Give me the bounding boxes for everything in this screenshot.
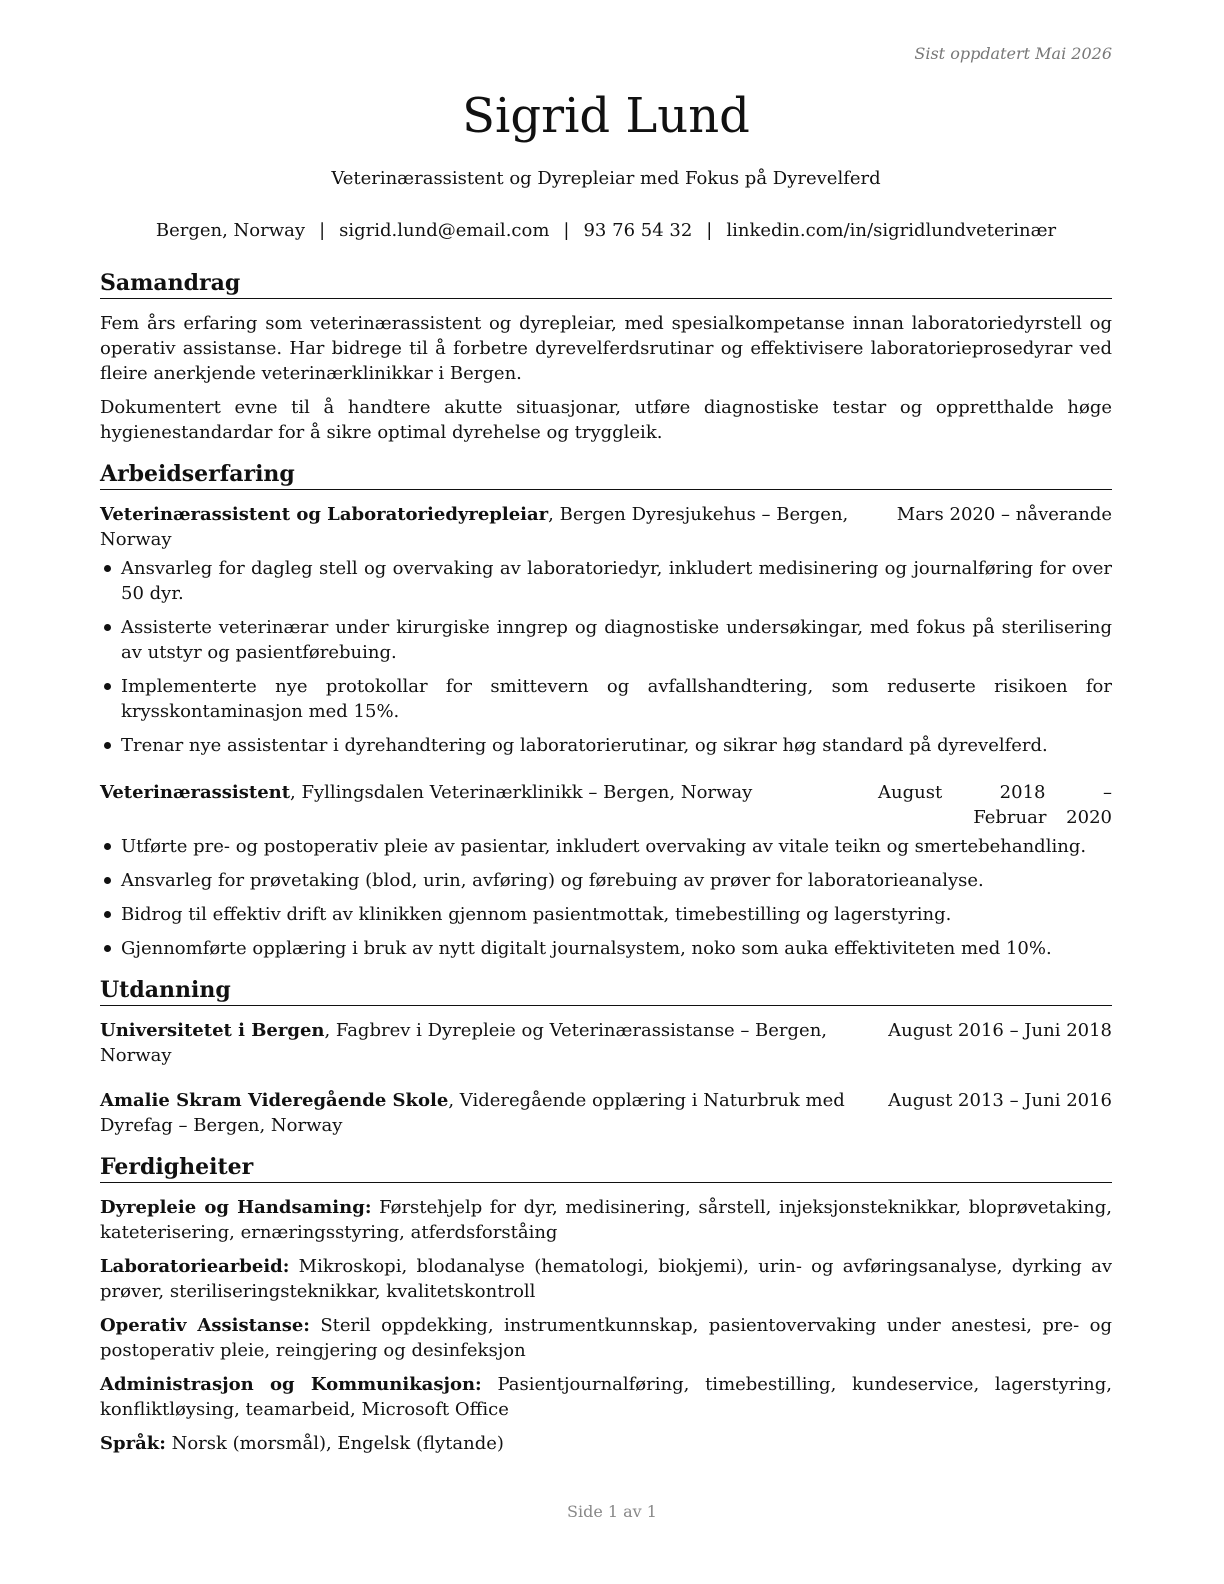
page-number: Side 1 av 1 — [567, 1502, 657, 1521]
education-entry — [100, 1018, 1112, 1068]
job-bullets — [100, 834, 1112, 961]
job-employer: , Fyllingsdalen Veterinærklinikk – Bergen, Norway — [290, 782, 753, 803]
section-title-education: Utdanning — [100, 975, 1112, 1006]
skill-text: Pasientjournalføring, timebestilling, kundeservice, lagerstyring, konfliktløysing, teamarbeid, Microsoft Office — [100, 1374, 1112, 1420]
last-updated: Sist oppdatert Mai 2026 — [914, 44, 1112, 63]
education-dates: August 2016 – Juni 2018 — [888, 1020, 1112, 1041]
skill-text: Mikroskopi, blodanalyse (hematologi, biokjemi), urin- og avføringsanalyse, dyrking av prøver, steriliseringsteknikkar, kvalitetskontroll — [100, 1256, 1112, 1302]
skill-item — [100, 1313, 1112, 1363]
education-entry — [100, 1088, 1112, 1138]
education-school: Amalie Skram Videregående Skole — [100, 1090, 449, 1111]
contact-separator: | — [563, 220, 570, 241]
job-bullets — [100, 556, 1112, 758]
skill-text: Førstehjelp for dyr, medisinering, sårstell, injeksjonsteknikkar, bloprøvetaking, kateterisering, ernæringsstyring, atferdsforståing — [100, 1197, 1112, 1243]
skill-label: Dyrepleie og Handsaming: — [100, 1197, 372, 1218]
education-detail: , Fagbrev i Dyrepleie og Veterinærassistanse – Bergen, Norway — [100, 1020, 828, 1066]
skill-item — [100, 1431, 1112, 1456]
list-item: Ansvarleg for dagleg stell og overvaking av laboratoriedyr, inkludert medisinering og journalføring for over 50 dyr. — [100, 556, 1112, 606]
contact-separator: | — [319, 220, 326, 241]
experience-section — [100, 459, 1112, 961]
job-entry — [100, 780, 1112, 961]
education-section — [100, 975, 1112, 1138]
section-title-experience: Arbeidserfaring — [100, 459, 1112, 490]
education-school: Universitetet i Bergen — [100, 1020, 325, 1041]
list-item: Ansvarleg for prøvetaking (blod, urin, avføring) og førebuing av prøver for laboratorieanalyse. — [100, 868, 1112, 893]
contact-email[interactable]: sigrid.lund@email.com — [339, 220, 550, 241]
job-role: Veterinærassistent — [100, 782, 291, 803]
summary-paragraph: Dokumentert evne til å handtere akutte situasjonar, utføre diagnostiske testar og oppretthalde høge hygienestandardar for å sikre optimal dyrehelse og tryggleik. — [100, 397, 1112, 443]
skill-label: Operativ Assistanse: — [100, 1315, 310, 1336]
education-dates: August 2013 – Juni 2016 — [888, 1090, 1112, 1111]
contact-line — [100, 218, 1112, 244]
skill-label: Laboratoriearbeid: — [100, 1256, 290, 1277]
list-item: Utførte pre- og postoperativ pleie av pasientar, inkludert overvaking av vitale teikn og smertebehandling. — [100, 834, 1112, 859]
list-item: Trenar nye assistentar i dyrehandtering og laboratorierutinar, og sikrar høg standard på dyrevelferd. — [100, 733, 1112, 758]
education-detail: , Videregående opplæring i Naturbruk med Dyrefag – Bergen, Norway — [100, 1090, 845, 1136]
job-dates: Mars 2020 – nåverande — [896, 504, 1112, 525]
skill-item — [100, 1195, 1112, 1245]
job-role: Veterinærassistent og Laboratoriedyrepleiar — [100, 504, 549, 525]
skill-item — [100, 1254, 1112, 1304]
list-item: Implementerte nye protokollar for smittevern og avfallshandtering, som reduserte risikoen for krysskontaminasjon med 15%. — [100, 674, 1112, 724]
contact-linkedin[interactable]: linkedin.com/in/sigridlundveterinær — [726, 220, 1057, 241]
skill-label: Språk: — [100, 1433, 166, 1454]
page-title: Sigrid Lund — [462, 88, 750, 144]
skill-item — [100, 1372, 1112, 1422]
skills-section — [100, 1152, 1112, 1456]
contact-phone: 93 76 54 32 — [583, 220, 693, 241]
summary-section — [100, 268, 1112, 445]
job-entry — [100, 502, 1112, 758]
skill-label: Administrasjon og Kommunikasjon: — [100, 1374, 482, 1395]
job-employer: , Bergen Dyresjukehus – Bergen, Norway — [100, 504, 849, 550]
skill-text: Norsk (morsmål), Engelsk (flytande) — [165, 1433, 504, 1454]
resume-content — [100, 268, 1112, 1470]
section-title-skills: Ferdigheiter — [100, 1152, 1112, 1183]
job-dates: August 2018 – Februar 2020 — [878, 782, 1112, 828]
job-header — [100, 780, 1112, 830]
contact-location: Bergen, Norway — [155, 220, 306, 241]
summary-paragraph: Fem års erfaring som veterinærassistent og dyrepleiar, med spesialkompetanse innan laboratoriedyrstell og operativ assistanse. Har bidrege til å forbetre dyrevelferdsrutinar og effektivisere laboratorieprosedyrar ved fleire anerkjende veterinærklinikkar i Bergen. — [100, 313, 1112, 384]
contact-separator: | — [706, 220, 713, 241]
skill-text: Steril oppdekking, instrumentkunnskap, pasientovervaking under anestesi, pre- og postoperativ pleie, reingjering og desinfeksjon — [100, 1315, 1112, 1361]
list-item: Assisterte veterinærar under kirurgiske inngrep og diagnostiske undersøkingar, med fokus på sterilisering av utstyr og pasientførebuing. — [100, 615, 1112, 665]
section-title-summary: Samandrag — [100, 268, 1112, 299]
list-item: Bidrog til effektiv drift av klinikken gjennom pasientmottak, timebestilling og lagerstyring. — [100, 902, 1112, 927]
list-item: Gjennomførte opplæring i bruk av nytt digitalt journalsystem, noko som auka effektiviteten med 10%. — [100, 936, 1112, 961]
tagline: Veterinærassistent og Dyrepleiar med Fokus på Dyrevelferd — [331, 168, 881, 189]
job-header — [100, 502, 1112, 552]
